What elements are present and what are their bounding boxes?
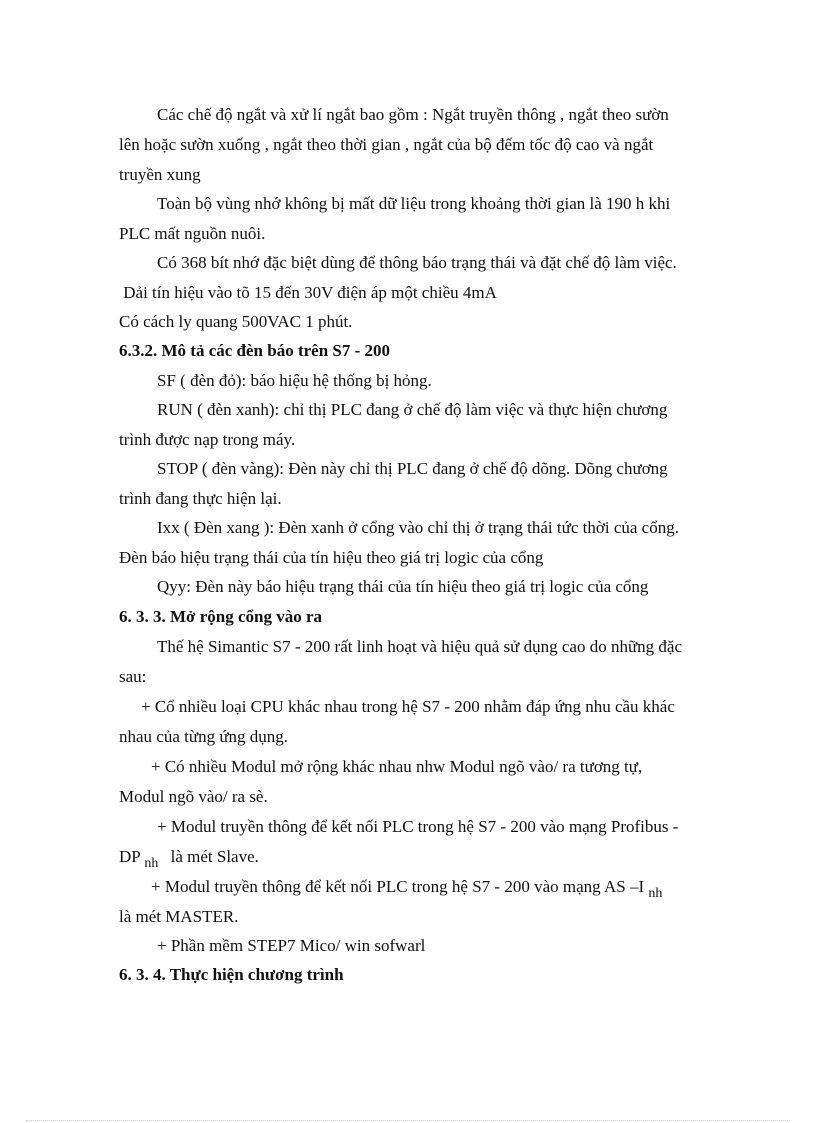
paragraph-line: Modul ngõ vào/ ra sè. <box>119 787 268 806</box>
paragraph-line: PLC mất nguồn nuôi. <box>119 224 266 243</box>
bullet-line: + Modul truyền thông để kết nối PLC trong hệ S7 - 200 vào mạng Profibus - <box>157 817 679 836</box>
paragraph-line: Dải tín hiệu vào tõ 15 đến 30V điện áp một chiều 4mA <box>119 283 497 302</box>
paragraph-line: Các chế độ ngắt và xử lí ngắt bao gồm : Ngắt truyền thông , ngắt theo sườn <box>157 105 669 124</box>
paragraph-line: là mét MASTER. <box>119 907 239 926</box>
paragraph-line: Có cách ly quang 500VAC 1 phút. <box>119 312 353 331</box>
paragraph-line: Có 368 bít nhớ đặc biệt dùng để thông báo trạng thái và đặt chế độ làm việc. <box>157 253 677 272</box>
paragraph-line: Đèn báo hiệu trạng thái của tín hiệu theo giá trị logic của cổng <box>119 548 544 567</box>
bullet-line: + Cổ nhiều loại CPU khác nhau trong hệ S7 - 200 nhằm đáp ứng nhu cầu khác <box>141 697 675 716</box>
text-run: DP <box>119 847 141 866</box>
paragraph-line: Toàn bộ vùng nhớ không bị mất dữ liệu trong khoảng thời gian là 190 h khi <box>157 194 671 213</box>
section-heading: 6.3.2. Mô tả các đèn báo trên S7 - 200 <box>119 341 391 360</box>
paragraph-line: truyền xung <box>119 165 201 184</box>
text-run: là mét Slave. <box>170 847 259 866</box>
paragraph-line: lên hoặc sườn xuống , ngắt theo thời gian , ngắt của bộ đếm tốc độ cao và ngắt <box>119 135 654 154</box>
section-heading: 6. 3. 3. Mở rộng cổng vào ra <box>119 607 323 626</box>
page-bottom-divider <box>26 1120 790 1121</box>
subscript-text: nh <box>648 886 663 901</box>
paragraph-line: trình được nạp trong máy. <box>119 430 296 449</box>
paragraph-line: trình đang thực hiện lại. <box>119 489 282 508</box>
paragraph-line <box>119 846 749 870</box>
paragraph-line: nhau của từng ứng dụng. <box>119 727 289 746</box>
text-run: + Modul truyền thông để kết nối PLC trong hệ S7 - 200 vào mạng AS –I <box>151 877 645 896</box>
paragraph-line: RUN ( đèn xanh): chỉ thị PLC đang ở chế độ làm việc và thực hiện chương <box>157 400 668 419</box>
paragraph-line: sau: <box>119 667 147 686</box>
subscript-text: nh <box>144 856 159 871</box>
paragraph-line: STOP ( đèn vàng): Đèn này chỉ thị PLC đang ở chế độ dõng. Dõng chương <box>157 459 668 478</box>
paragraph-line: Thế hệ Simantic S7 - 200 rất linh hoạt và hiệu quả sử dụng cao do những đặc <box>157 637 683 656</box>
bullet-line <box>151 876 751 900</box>
paragraph-line: SF ( đèn đỏ): báo hiệu hệ thống bị hỏng. <box>157 371 432 390</box>
section-heading: 6. 3. 4. Thực hiện chương trình <box>119 965 344 984</box>
bullet-line: + Phần mềm STEP7 Mico/ win sofwarl <box>157 936 426 955</box>
paragraph-line: Ixx ( Đèn xang ): Đèn xanh ở cổng vào chỉ thị ở trạng thái tức thời của cổng. <box>157 518 679 537</box>
bullet-line: + Có nhiều Modul mở rộng khác nhau nhw Modul ngõ vào/ ra tương tự, <box>151 757 643 776</box>
paragraph-line: Qyy: Đèn này báo hiệu trạng thái của tín hiệu theo giá trị logic của cổng <box>157 577 649 596</box>
